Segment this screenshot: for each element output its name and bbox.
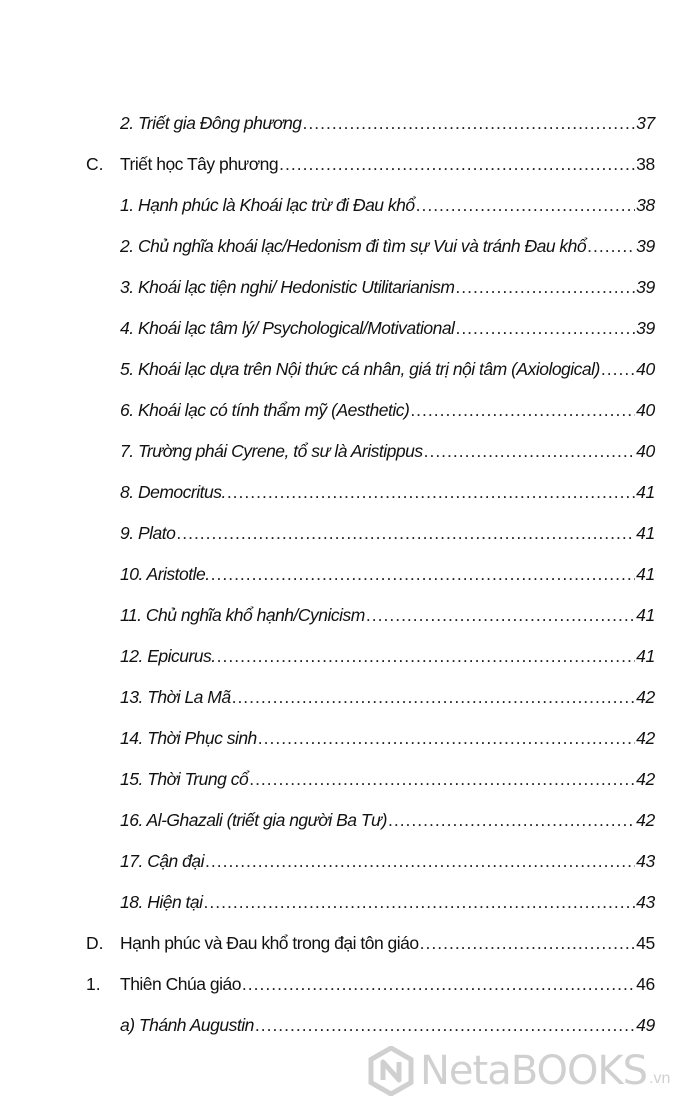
toc-entry-title: 11. Chủ nghĩa khổ hạnh/Cynicism <box>120 605 365 625</box>
toc-entry <box>120 186 655 216</box>
toc-entry <box>120 1006 655 1036</box>
watermark-suffix: .vn <box>649 1070 671 1087</box>
toc-leader <box>217 645 635 667</box>
toc-leader <box>232 686 636 708</box>
toc-entry-title: Thiên Chúa giáo <box>120 974 241 994</box>
toc-entry <box>120 801 655 831</box>
toc-entry <box>120 637 655 667</box>
toc-entry-page: 43 <box>636 851 655 871</box>
toc-leader <box>388 809 635 831</box>
toc-leader <box>416 194 636 216</box>
toc-entry <box>120 883 655 913</box>
toc-entry-page: 49 <box>636 1015 655 1035</box>
watermark-text: NetaBOOKS <box>420 1048 648 1094</box>
toc-entry-title: 8. Democritus. <box>120 482 226 502</box>
toc-entry-page: 39 <box>636 318 655 338</box>
toc-entry-title: 14. Thời Phục sinh <box>120 728 257 748</box>
toc-leader <box>204 891 636 913</box>
toc-entry-title: 9. Plato <box>120 523 176 543</box>
toc-leader <box>303 112 636 134</box>
toc-entry-title: 13. Thời La Mã <box>120 687 231 707</box>
toc-leader <box>601 358 635 380</box>
toc-section <box>86 145 655 175</box>
toc-leader <box>279 153 635 175</box>
toc-entry <box>120 514 655 544</box>
toc-entry-title: 7. Trường phái Cyrene, tổ sư là Aristippus <box>120 441 423 461</box>
toc-entry-page: 41 <box>636 564 655 584</box>
toc-entry-page: 37 <box>636 113 655 133</box>
toc-entry-title: 18. Hiện tại <box>120 892 203 912</box>
toc-leader <box>410 399 635 421</box>
toc-entry <box>120 350 655 380</box>
toc-entry <box>120 760 655 790</box>
toc-entry <box>120 473 655 503</box>
toc-entry <box>120 596 655 626</box>
watermark <box>368 1046 670 1096</box>
toc-leader <box>424 440 636 462</box>
toc-section <box>86 924 655 954</box>
toc-entry-page: 42 <box>636 687 655 707</box>
toc-leader <box>455 317 635 339</box>
toc-entry-title: 16. Al-Ghazali (triết gia người Ba Tư) <box>120 810 387 830</box>
toc-entry-page: 38 <box>636 154 655 174</box>
toc-entry-page: 46 <box>636 974 655 994</box>
toc-entry <box>120 391 655 421</box>
toc-entry-title: 4. Khoái lạc tâm lý/ Psychological/Motivational <box>120 318 455 338</box>
toc-entry-title: Hạnh phúc và Đau khổ trong đại tôn giáo <box>120 933 419 953</box>
toc-entry-title: 12. Epicurus. <box>120 646 216 666</box>
toc-leader <box>249 768 635 790</box>
toc-section-marker: 1. <box>86 974 101 994</box>
toc-entry-page: 38 <box>636 195 655 215</box>
toc-entry-page: 42 <box>636 728 655 748</box>
toc-entry-page: 41 <box>636 482 655 502</box>
toc-entry-title: 17. Cận đại <box>120 851 205 871</box>
toc-entry-title: 10. Aristotle. <box>120 564 210 584</box>
toc-entry <box>120 104 655 134</box>
toc-entry-page: 39 <box>636 277 655 297</box>
toc-entry-page: 42 <box>636 769 655 789</box>
toc-entry <box>120 719 655 749</box>
toc-entry <box>120 842 655 872</box>
toc-entry <box>120 268 655 298</box>
toc-leader <box>420 932 635 954</box>
toc-entry <box>120 678 655 708</box>
toc-leader <box>242 973 635 995</box>
toc-leader <box>227 481 635 503</box>
toc-leader <box>176 522 635 544</box>
toc-section <box>86 965 655 995</box>
toc-entry-page: 39 <box>636 236 655 256</box>
toc-leader <box>366 604 635 626</box>
toc-entry-page: 40 <box>636 359 655 379</box>
toc-section-marker: C. <box>86 154 104 174</box>
toc-entry-page: 40 <box>636 400 655 420</box>
toc-leader <box>258 727 635 749</box>
toc-entry-title: 3. Khoái lạc tiện nghi/ Hedonistic Utilitarianism <box>120 277 455 297</box>
toc-entry-title: 6. Khoái lạc có tính thẩm mỹ (Aesthetic) <box>120 400 410 420</box>
toc-entry-page: 43 <box>636 892 655 912</box>
toc-entry-title: 2. Triết gia Đông phương <box>120 113 302 133</box>
toc-entry-title: 1. Hạnh phúc là Khoái lạc trừ đi Đau khổ <box>120 195 415 215</box>
toc-leader <box>211 563 636 585</box>
toc-entry-page: 42 <box>636 810 655 830</box>
toc-entry-page: 41 <box>636 605 655 625</box>
toc-section-marker: D. <box>86 933 104 953</box>
toc-entry-page: 41 <box>636 523 655 543</box>
toc-leader <box>205 850 635 872</box>
toc-entry-title: Triết học Tây phương <box>120 154 279 174</box>
toc-entry <box>120 432 655 462</box>
toc-leader <box>255 1014 635 1036</box>
toc-leader <box>455 276 635 298</box>
toc-leader <box>587 235 635 257</box>
toc-entry-page: 41 <box>636 646 655 666</box>
toc-entry-title: 15. Thời Trung cổ <box>120 769 249 789</box>
neta-logo-icon <box>368 1046 414 1096</box>
toc-entry-page: 45 <box>636 933 655 953</box>
toc-entry <box>120 309 655 339</box>
toc-entry-page: 40 <box>636 441 655 461</box>
toc-entry-title: 5. Khoái lạc dựa trên Nội thức cá nhân, giá trị nội tâm (Axiological) <box>120 359 600 379</box>
toc-entry-title: a) Thánh Augustin <box>120 1015 254 1035</box>
toc-entry <box>120 227 655 257</box>
toc-entry <box>120 555 655 585</box>
toc-entry-title: 2. Chủ nghĩa khoái lạc/Hedonism đi tìm sự Vui và tránh Đau khổ <box>120 236 587 256</box>
